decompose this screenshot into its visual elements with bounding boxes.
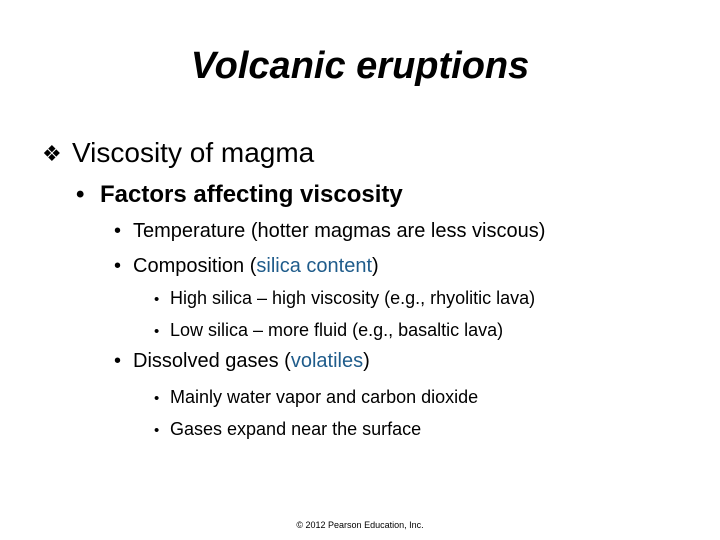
- bullet-high-silica: [154, 286, 535, 312]
- bullet-text-prefix: Dissolved gases (: [133, 350, 291, 372]
- copyright-footer: © 2012 Pearson Education, Inc.: [296, 520, 424, 530]
- bullet-composition: [114, 253, 379, 279]
- bullet-dissolved-gases: [114, 348, 370, 374]
- bullet-text-suffix: ): [372, 255, 379, 277]
- highlight-term-volatiles: volatiles: [290, 350, 364, 372]
- bullet-gases-expand: [154, 417, 421, 443]
- bullet-text: Viscosity of magma: [72, 137, 315, 168]
- bullet-text: High silica – high viscosity (e.g., rhyolitic lava): [170, 288, 536, 308]
- bullet-icon: •: [154, 323, 160, 340]
- bullet-text: Factors affecting viscosity: [100, 181, 403, 208]
- bullet-text-suffix: ): [363, 350, 370, 372]
- bullet-text: Temperature (hotter magmas are less viscous): [133, 220, 546, 242]
- bullet-icon: •: [76, 181, 85, 208]
- bullet-icon: •: [154, 390, 160, 407]
- bullet-icon: •: [114, 350, 122, 372]
- bullet-text-prefix: Composition (: [133, 255, 257, 277]
- slide-title: Volcanic eruptions: [190, 45, 530, 87]
- bullet-text: Low silica – more fluid (e.g., basaltic lava): [170, 320, 504, 340]
- bullet-icon: •: [154, 422, 160, 439]
- bullet-temperature: [114, 218, 545, 244]
- bullet-text: Mainly water vapor and carbon dioxide: [170, 387, 479, 407]
- bullet-text: Gases expand near the surface: [170, 419, 422, 439]
- bullet-icon: •: [114, 255, 122, 277]
- bullet-icon: •: [114, 220, 122, 242]
- bullet-factors-affecting-viscosity: [76, 180, 403, 210]
- bullet-water-vapor: [154, 385, 478, 411]
- diamond-bullet-icon: ❖: [42, 141, 62, 166]
- bullet-low-silica: [154, 318, 503, 344]
- bullet-viscosity-of-magma: [42, 135, 314, 172]
- highlight-term-silica-content: silica content: [256, 255, 373, 277]
- bullet-icon: •: [154, 291, 160, 308]
